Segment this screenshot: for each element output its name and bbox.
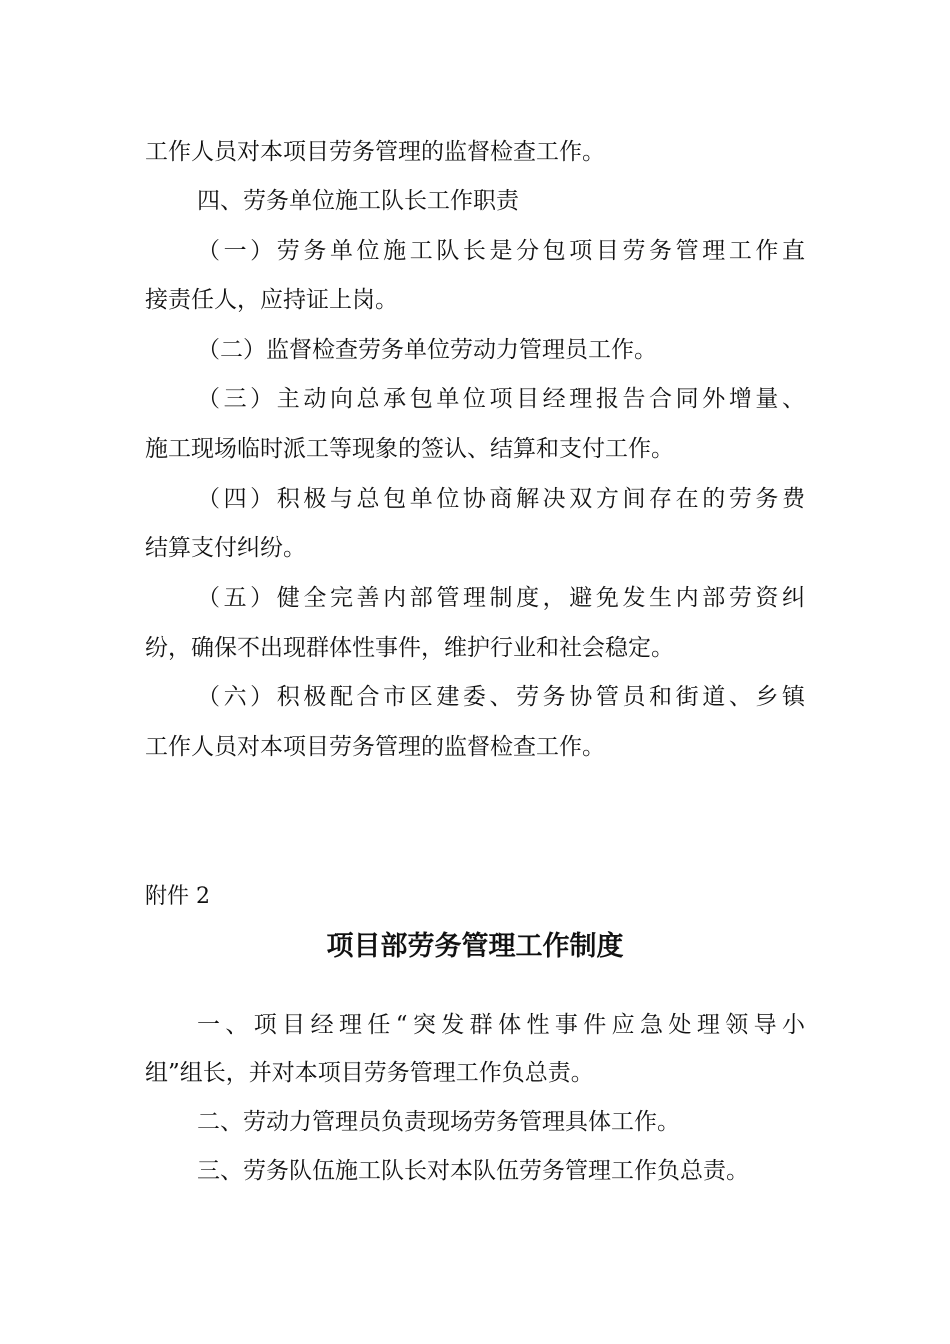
paragraph-line: 结算支付纠纷。: [145, 535, 306, 561]
paragraph-line: 纷，确保不出现群体性事件，维护行业和社会稳定。: [145, 635, 674, 661]
paragraph-line: 一、项目经理任“突发群体性事件应急处理领导小: [197, 1012, 805, 1038]
paragraph-line: 工作人员对本项目劳务管理的监督检查工作。: [145, 734, 605, 760]
paragraph-line: 工作人员对本项目劳务管理的监督检查工作。: [145, 139, 605, 165]
paragraph-line: 二、劳动力管理员负责现场劳务管理具体工作。: [197, 1109, 680, 1135]
paragraph-line: （五）健全完善内部管理制度，避免发生内部劳资纠: [197, 585, 805, 611]
paragraph-line: 施工现场临时派工等现象的签认、结算和支付工作。: [145, 436, 674, 462]
annex-label: 附件 2: [145, 884, 210, 909]
paragraph-line: （三）主动向总承包单位项目经理报告合同外增量、: [197, 386, 805, 412]
document-title: 项目部劳务管理工作制度: [326, 931, 624, 962]
section-heading: 四、劳务单位施工队长工作职责: [197, 188, 519, 214]
paragraph-line: 组”组长，并对本项目劳务管理工作负总责。: [145, 1060, 594, 1086]
paragraph-line: 三、劳务队伍施工队长对本队伍劳务管理工作负总责。: [197, 1158, 749, 1184]
paragraph-line: （四）积极与总包单位协商解决双方间存在的劳务费: [197, 486, 805, 512]
paragraph-line: （六）积极配合市区建委、劳务协管员和街道、乡镇: [197, 684, 805, 710]
paragraph-line: （一）劳务单位施工队长是分包项目劳务管理工作直: [197, 238, 805, 264]
paragraph-line: 接责任人，应持证上岗。: [145, 287, 398, 313]
paragraph-line: （二）监督检查劳务单位劳动力管理员工作。: [197, 337, 657, 363]
